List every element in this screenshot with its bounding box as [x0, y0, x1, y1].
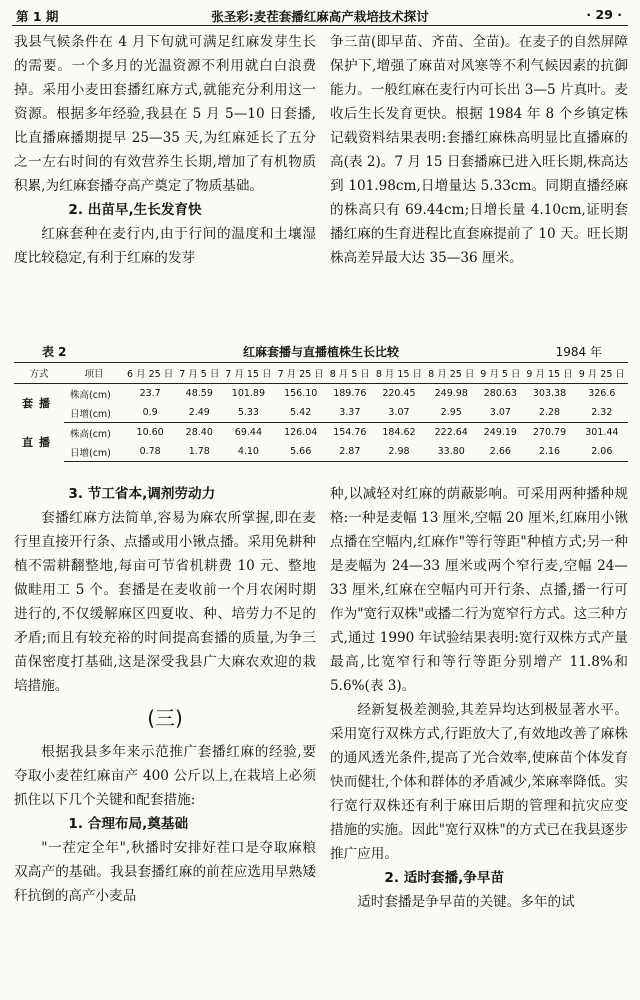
cell: 33.80 — [425, 442, 477, 462]
paragraph: 争三苗(即早苗、齐苗、全苗)。在麦子的自然屏障保护下,增强了麻苗对风寒等不利气候因素的抗御能力。一般红麻在麦行内可长出 3—5 片真叶。麦收后生长发育更快。根据 1984 年 8 个乡镇定株记载资料结果表明:套播红麻株高明显比直播麻的高(表 2)。7 月 15 日套播麻已进入旺长期,株高达到 101.98cm,日增量达 5.33cm。同期直播经麻的株高只有 69.44cm;日增长量 4.10cm,证明套播红麻的生育进程比直套麻提前了 10 天。旺长期株高差异最大达 35—36 厘米。 — [330, 34, 628, 266]
bottom-right-column — [330, 482, 628, 914]
cell: 4.10 — [222, 442, 274, 462]
cell: 2.87 — [327, 442, 373, 462]
top-left-column — [14, 30, 316, 270]
table-row — [14, 442, 628, 462]
paragraph: 套播红麻方法简单,容易为麻农所掌握,即在麦行里直接开行条、点播或用小锹点播。采用免耕种植不需耕翻整地,每亩可节省机耕费 10 元、整地做畦用工 5 个。套播是在麦收前一个月农闲时期进行的,不仅缓解麻区四夏收、种、培劳力不足的矛盾;而且有较充裕的时间提高套播的质量,为争三苗保密度打基础,这是深受我县广大麻农欢迎的栽培措施。 — [14, 510, 316, 694]
subheading-2: 2. 出苗早,生长发育快 — [68, 202, 202, 218]
cell: 2.66 — [477, 442, 523, 462]
issue-number: 第 1 期 — [16, 9, 59, 24]
paragraph: 红麻套种在麦行内,由于行间的温度和土壤湿度比较稳定,有利于红麻的发芽 — [14, 226, 316, 266]
cell: 2.98 — [373, 442, 425, 462]
cell: 48.59 — [185, 388, 213, 399]
header-rule — [12, 25, 628, 26]
cell: 5.66 — [275, 442, 327, 462]
subheading-1: 1. 合理布局,奠基础 — [68, 816, 189, 832]
subheading-3: 3. 节工省本,调剂劳动力 — [68, 486, 216, 502]
cell: 249.98 — [434, 388, 468, 399]
cell: 2.06 — [576, 442, 628, 462]
header-method: 方式 — [14, 363, 64, 384]
cell: 2.28 — [523, 403, 575, 423]
header-date: 9 月 15 日 — [523, 363, 575, 384]
bottom-left-column — [14, 482, 316, 908]
row-item: 日增(cm) — [64, 403, 124, 423]
cell: 3.07 — [373, 403, 425, 423]
paragraph: 种,以减轻对红麻的荫蔽影响。可采用两种播种规格:一种是麦幅 13 厘米,空幅 20 厘米,红麻用小锹点播在空幅内,红麻作"等行等距"种植方式;另一种是麦幅为 24—33 厘米或两个窄行麦,空幅 24—33 厘米,红麻在空幅内可开行条、点播,播一行可作为"宽行双株"或播二行为宽窄行方式。这三种方式,通过 1990 年试验结果表明:宽行双株方式产量最高,比宽窄行和等行等距分别增产 11.8%和 5.6%(表 3)。 — [330, 486, 628, 694]
cell: 28.40 — [185, 427, 213, 438]
cell: 220.45 — [382, 388, 416, 399]
header-date: 8 月 25 日 — [425, 363, 477, 384]
cell: 184.62 — [382, 427, 416, 438]
page-header — [12, 4, 628, 24]
cell: 2.95 — [425, 403, 477, 423]
running-title: 张圣彩:麦茬套播红麻高产栽培技术探讨 — [211, 9, 429, 24]
header-date: 7 月 15 日 — [222, 363, 274, 384]
table-title: 红麻套播与直播植株生长比较 — [242, 345, 399, 359]
paragraph: 我县气候条件在 4 月下旬就可满足红麻发芽生长的需要。一个多月的光温资源不利用就白白浪费掉。采用小麦田套播红麻方式,就能充分利用这一资源。根据多年经验,我县在 5 月 5—10 日套播,比直播麻播期提早 25—35 天,为红麻延长了五分之一左右时间的有效营养生长期,增加了有机物质积累,为红麻套播夺高产奠定了物质基础。 — [14, 34, 316, 194]
cell: 249.19 — [483, 427, 517, 438]
cell: 5.42 — [275, 403, 327, 423]
paragraph: 经新复极差测验,其差异均达到极显著水平。采用宽行双株方式,行距放大了,有效地改善了麻株的通风透光条件,提高了光合效率,使麻苗个体发育快而健壮,个体和群体的矛盾减少,笨麻率降低。实行宽行双株还有利于麻田后期的管理和抗灾应变措施的实施。因此"宽行双株"的方式已在我县逐步推广应用。 — [330, 702, 628, 862]
header-item: 项目 — [64, 363, 124, 384]
header-date: 8 月 15 日 — [373, 363, 425, 384]
cell: 303.38 — [532, 388, 567, 399]
top-right-column — [330, 30, 628, 270]
cell: 154.76 — [333, 427, 367, 438]
cell: 222.64 — [434, 427, 468, 438]
cell: 10.60 — [136, 427, 164, 438]
paragraph: 适时套播是争早苗的关键。多年的试 — [357, 894, 575, 910]
cell: 3.37 — [327, 403, 373, 423]
growth-comparison-table — [14, 362, 628, 462]
cell: 0.9 — [124, 403, 176, 423]
table-row — [14, 403, 628, 423]
header-date: 8 月 5 日 — [327, 363, 373, 384]
cell: 23.7 — [139, 388, 161, 399]
header-date: 9 月 5 日 — [477, 363, 523, 384]
table-header-row — [14, 363, 628, 384]
table-row — [14, 423, 628, 443]
cell: 69.44 — [234, 427, 262, 438]
cell: 101.89 — [231, 388, 266, 399]
cell: 2.49 — [176, 403, 222, 423]
table-caption — [14, 343, 628, 361]
cell: 280.63 — [483, 388, 517, 399]
header-date: 7 月 5 日 — [176, 363, 222, 384]
group-intercrop: 套播 — [22, 397, 56, 411]
section-heading: (三) — [147, 706, 183, 730]
cell: 270.79 — [532, 427, 567, 438]
table-year: 1984 年 — [555, 345, 602, 359]
cell: 3.07 — [477, 403, 523, 423]
row-item: 株高(cm) — [70, 389, 111, 401]
table-row — [14, 384, 628, 404]
cell: 326.6 — [588, 388, 616, 399]
header-date: 9 月 25 日 — [576, 363, 628, 384]
cell: 2.16 — [523, 442, 575, 462]
cell: 0.78 — [124, 442, 176, 462]
header-date: 7 月 25 日 — [275, 363, 327, 384]
cell: 301.44 — [585, 427, 619, 438]
paragraph: 根据我县多年来示范推广套播红麻的经验,要夺取小麦茬红麻亩产 400 公斤以上,在栽培上必须抓住以下几个关键和配套措施: — [14, 744, 316, 808]
cell: 126.04 — [284, 427, 318, 438]
group-direct: 直播 — [22, 436, 56, 449]
subheading-2b: 2. 适时套播,争早苗 — [384, 870, 505, 886]
paragraph: "一茬定全年",秋播时安排好茬口是夺取麻粮双高产的基础。我县套播红麻的前茬应选用早熟矮秆抗倒的高产小麦品 — [14, 840, 316, 904]
cell: 1.78 — [176, 442, 222, 462]
cell: 2.32 — [576, 403, 628, 423]
page-number: · 29 · — [586, 7, 622, 22]
header-date: 6 月 25 日 — [124, 363, 176, 384]
cell: 156.10 — [284, 388, 318, 399]
cell: 189.76 — [333, 388, 367, 399]
row-item: 日增(cm) — [64, 442, 124, 462]
row-item: 株高(cm) — [70, 428, 111, 440]
table-label: 表 2 — [42, 345, 67, 359]
cell: 5.33 — [222, 403, 274, 423]
